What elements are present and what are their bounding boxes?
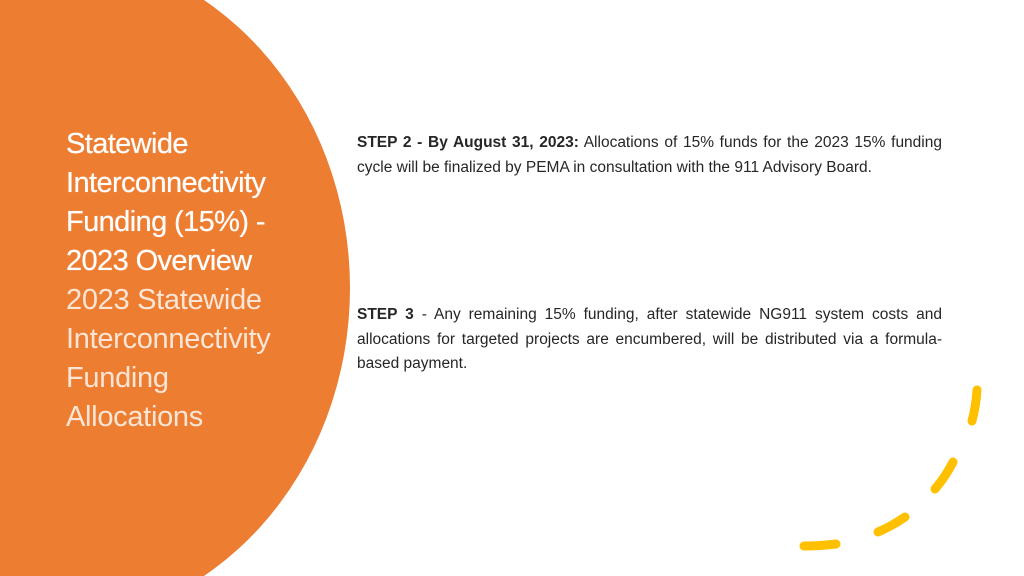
- slide-title-line: 2023 Overview: [66, 245, 252, 277]
- dash-segment: [878, 517, 905, 532]
- slide-subtitle-line: Interconnectivity: [66, 323, 271, 355]
- step-3-text: - Any remaining 15% funding, after statewide NG911 system costs and allocations for targeted projects are encumbered, will be distributed via a formula-based payment.: [357, 306, 943, 372]
- slide-title-line: Interconnectivity: [66, 167, 266, 199]
- step-2-text: Allocations of 15% funds for the 2023 15% funding cycle will be finalized by PEMA in consultation with the 911 Advisory Board.: [357, 134, 942, 176]
- slide-subtitle-line: Funding: [66, 362, 169, 394]
- slide-title-line: Funding (15%) -: [66, 206, 265, 238]
- dash-segment: [972, 390, 977, 421]
- slide-subtitle-line: Allocations: [66, 401, 203, 433]
- step-3-label: STEP 3: [357, 306, 414, 323]
- slide-subtitle-line: 2023 Statewide: [66, 284, 262, 316]
- step-2-label: STEP 2 - By August 31, 2023:: [357, 134, 579, 151]
- slide-title-line: Statewide: [66, 128, 188, 160]
- dash-segment: [804, 544, 836, 546]
- dash-segment: [935, 462, 953, 489]
